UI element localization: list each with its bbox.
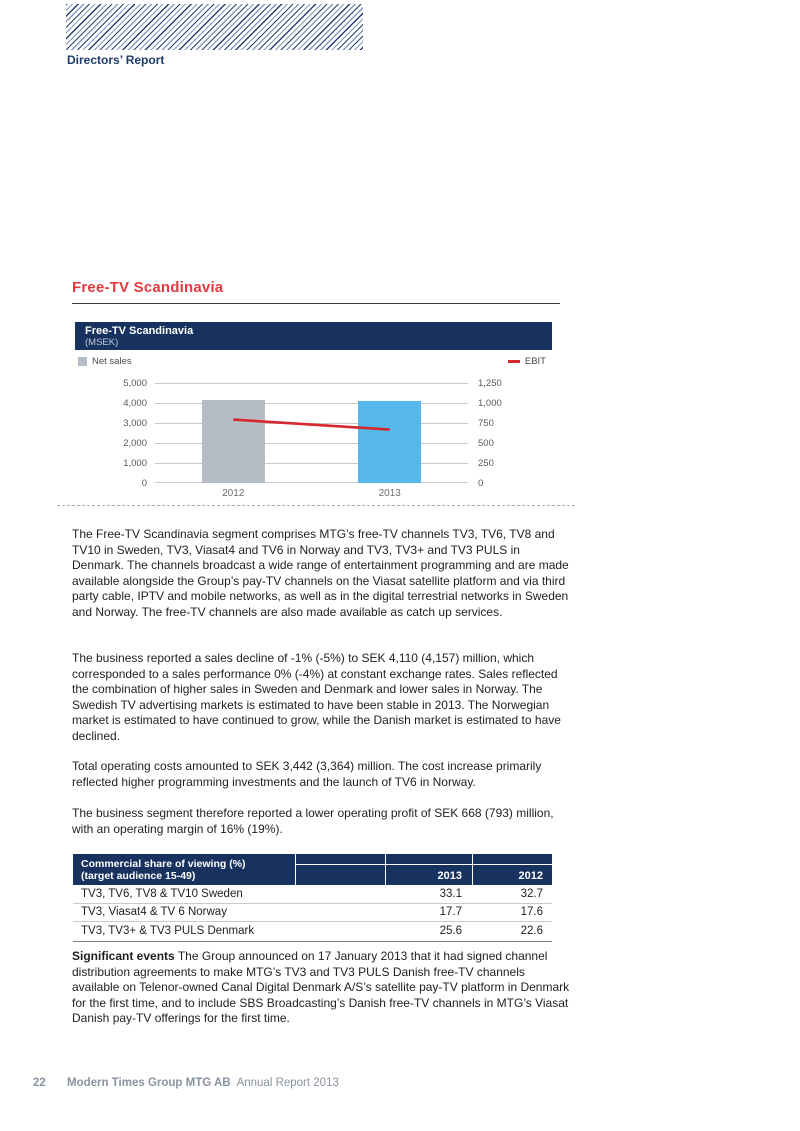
heading-rule: [72, 303, 560, 304]
legend-net-sales-label: Net sales: [92, 356, 132, 367]
legend-item-ebit: [508, 356, 546, 367]
row-value-2012: 32.7: [520, 887, 543, 900]
right-axis-tick: 1,000: [478, 398, 502, 409]
row-value-2012: 22.6: [520, 925, 543, 938]
paragraph-operating-profit: The business segment therefore reported a lower operating profit of SEK 668 (793) million, with an operating margin of 16% (19%).: [72, 806, 554, 836]
table-header-label: [73, 854, 295, 885]
right-axis-tick: 0: [478, 478, 484, 489]
chart-plot-wrap: [75, 378, 552, 502]
legend-ebit-label: EBIT: [524, 356, 546, 367]
table-row: [73, 922, 552, 941]
ebit-line: [155, 383, 468, 483]
right-axis-tick: 500: [478, 438, 494, 449]
left-axis-tick: 0: [141, 478, 147, 489]
row-value-2013: 17.7: [439, 906, 462, 919]
table-row: [73, 904, 552, 923]
page-footer: [33, 1077, 339, 1089]
hatch-pattern-banner: [66, 4, 363, 50]
row-value-2013: 33.1: [439, 887, 462, 900]
paragraph-segment-description: The Free-TV Scandinavia segment comprises MTG’s free-TV channels TV3, TV6, TV8 and TV10 in Sweden, TV3, Viasat4 and TV6 in Norway and TV3, TV3+ and TV3 PULS in Denmark. The channels broadcast a wide range of entertainment programming and are made available alongside the Group’s pay-TV channels on the Viasat satellite platform and via third party cable, IPTV and mobile networks, as well as in the digital terrestrial networks in Sweden and Norway. The free-TV channels are also made available as catch up services.: [72, 527, 569, 619]
chart-card: [75, 322, 552, 502]
left-axis-tick: 1,000: [123, 458, 147, 469]
ebit-line-swatch-icon: [508, 360, 520, 363]
table-row: [73, 885, 552, 904]
page-title: Free-TV Scandinavia: [72, 279, 224, 296]
row-label: TV3, TV6, TV8 & TV10 Sweden: [81, 887, 243, 900]
chart-plot: [155, 383, 468, 499]
page-number: 22: [33, 1077, 46, 1089]
left-axis-tick: 2,000: [123, 438, 147, 449]
table-header-line1: Commercial share of viewing (%): [81, 858, 246, 870]
chart-header: [75, 322, 552, 350]
right-axis-tick: 250: [478, 458, 494, 469]
table-header-spacer: [295, 854, 385, 885]
paragraph-significant-events: [72, 949, 572, 1027]
left-axis-tick: 4,000: [123, 398, 147, 409]
section-label: Directors’ Report: [67, 53, 165, 67]
row-label: TV3, Viasat4 & TV 6 Norway: [81, 906, 227, 919]
left-axis-tick: 5,000: [123, 378, 147, 389]
row-label: TV3, TV3+ & TV3 PULS Denmark: [81, 925, 255, 938]
footer-report-title: Annual Report 2013: [236, 1077, 339, 1089]
net-sales-swatch-icon: [78, 357, 87, 366]
viewing-share-table: [73, 854, 552, 942]
significant-events-text: The Group announced on 17 January 2013 that it had signed channel distribution agreements to make MTG’s TV3 and TV3 PULS Danish free-TV channels available on Telenor-owned Canal Digital Denmark A/S’s satellite pay-TV platform in Denmark for the first time, and to include SBS Broadcasting’s Danish free-TV channels in MTG’s Viasat Danish pay-TV offerings for the first time.: [72, 949, 570, 1025]
right-axis-tick: 1,250: [478, 378, 502, 389]
chart-title: Free-TV Scandinavia: [85, 325, 194, 337]
paragraph-sales: The business reported a sales decline of -1% (-5%) to SEK 4,110 (4,157) million, which corresponded to a sales performance 0% (-4%) at constant exchange rates. Sales reflected the combination of higher sales in Sweden and Denmark and lower sales in Norway. The Swedish TV advertising markets is estimated to have been stable in 2013. The Norwegian market is estimated to have continued to grow, while the Danish market is estimated to have declined.: [72, 651, 561, 743]
chart-legend: [78, 356, 546, 368]
significant-events-label: Significant events: [72, 949, 175, 963]
right-axis-tick: 750: [478, 418, 494, 429]
dashed-separator: [57, 505, 575, 506]
table-header: [73, 854, 552, 885]
x-axis-category-label: 2012: [222, 488, 245, 499]
table-body: [73, 885, 552, 942]
row-value-2012: 17.6: [520, 906, 543, 919]
left-axis-tick: 3,000: [123, 418, 147, 429]
table-header-line2: (target audience 15-49): [81, 870, 196, 882]
footer-company: Modern Times Group MTG AB: [67, 1077, 231, 1089]
chart-unit: (MSEK): [85, 337, 119, 348]
row-value-2013: 25.6: [439, 925, 462, 938]
x-axis-category-label: 2013: [378, 488, 401, 499]
paragraph-operating-costs: Total operating costs amounted to SEK 3,442 (3,364) million. The cost increase primarily reflected higher programming investments and the launch of TV6 in Norway.: [72, 759, 542, 789]
table-header-2012: 2012: [472, 854, 552, 885]
legend-item-net-sales: [78, 356, 132, 367]
table-header-divider: [295, 864, 552, 865]
table-header-2013: 2013: [385, 854, 472, 885]
